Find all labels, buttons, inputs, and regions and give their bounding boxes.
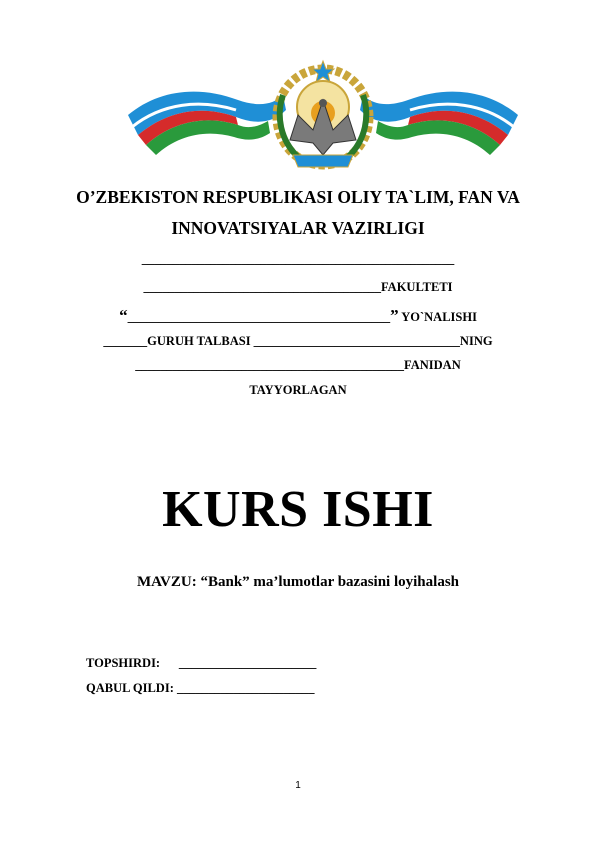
ministry-title-line2: INNOVATSIYALAR VAZIRLIGI — [171, 218, 425, 238]
subject-field: ___________________________________________FANIDAN — [135, 358, 461, 372]
open-quote: “ — [119, 306, 128, 325]
close-quote: ” — [390, 306, 399, 325]
prepared-label: TAYYORLAGAN — [249, 383, 347, 397]
right-flag-ribbon — [360, 92, 518, 155]
direction-field — [0, 306, 596, 326]
left-flag-ribbon — [128, 92, 286, 155]
submitted-by-field: TOPSHIRDI: ______________________ — [86, 656, 317, 670]
ministry-title-line1: O’ZBEKISTON RESPUBLIKASI OLIY TA`LIM, FAN VA — [76, 187, 520, 207]
emblem-star — [312, 61, 334, 82]
emblem-bottom-ribbon — [293, 155, 353, 167]
page-number: 1 — [295, 780, 301, 791]
faculty-field: ______________________________________FAKULTETI — [143, 280, 453, 294]
accepted-by-field: QABUL QILDI: ______________________ — [86, 681, 315, 695]
topic-line: MAVZU: “Bank” ma’lumotlar bazasini loyihalash — [137, 574, 459, 590]
direction-label: YO`NALISHI — [398, 310, 477, 324]
blank-line: __________________________________________________ — [141, 252, 455, 266]
group-field: _______GURUH TALBASI _________________________________NING — [103, 334, 493, 348]
direction-blank: __________________________________________ — [127, 310, 391, 324]
state-emblem-icon — [118, 55, 528, 170]
document-title: KURS ISHI — [162, 481, 434, 538]
